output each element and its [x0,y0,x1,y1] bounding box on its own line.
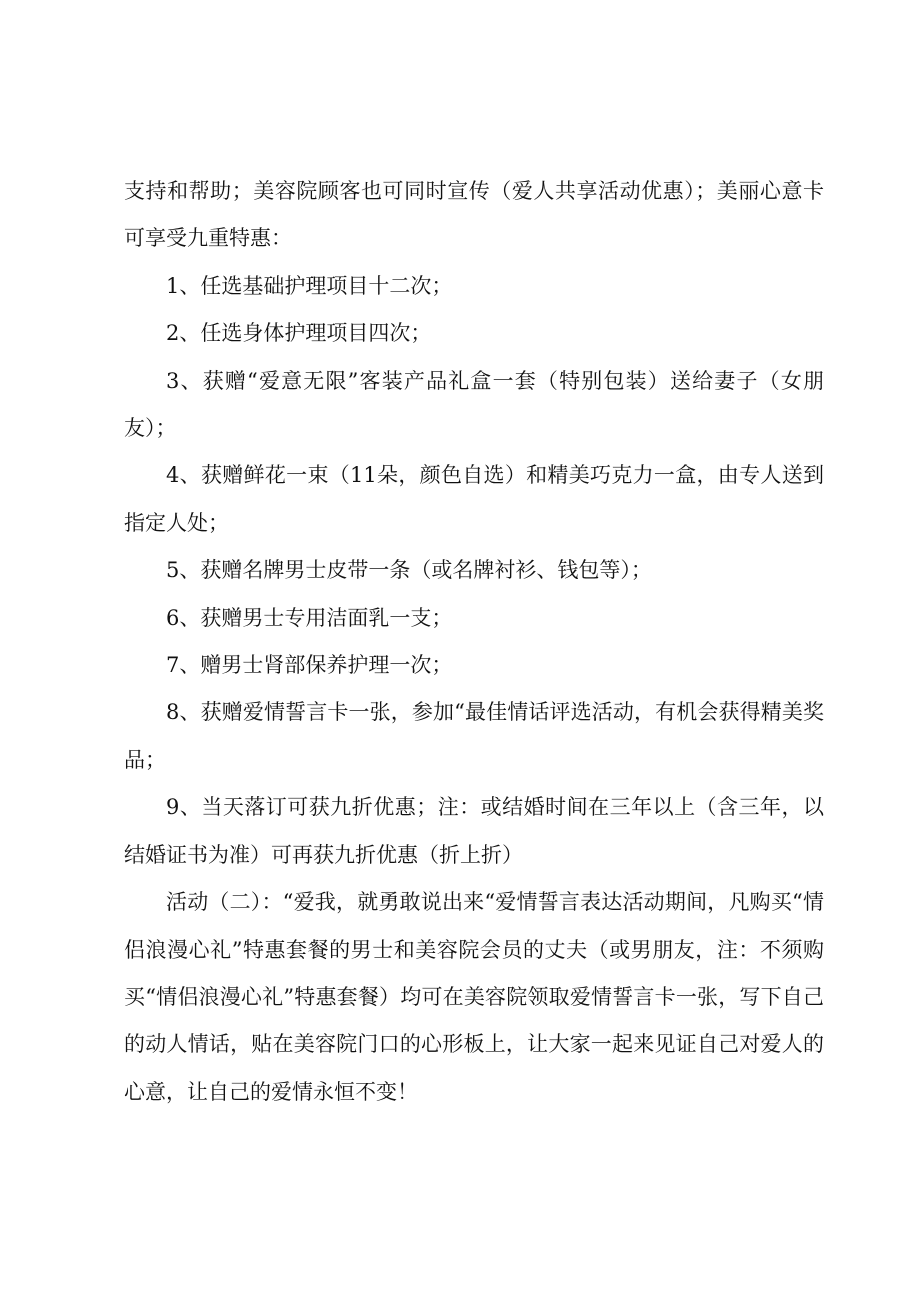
list-item-1: 1、任选基础护理项目十二次； [166,273,453,298]
list-item-4: 4、获赠鲜花一束（11朵，颜色自选）和精美巧克力一盒，由专人送到指定人处； [124,463,824,535]
list-item-6: 6、获赠男士专用洁面乳一支； [166,605,453,630]
document-body [124,168,824,1116]
list-item-7: 7、赠男士肾部保养护理一次； [166,653,453,678]
list-item-9: 9、当天落订可获九折优惠；注：或结婚时间在三年以上（含三年，以结婚证书为准）可再获九折优惠（折上折） [124,795,824,867]
list-item-2: 2、任选身体护理项目四次； [166,321,432,346]
list-item-3: 3、获赠“爱意无限”客装产品礼盒一套（特别包装）送给妻子（女朋友）； [124,368,824,441]
paragraph-activity-two: 活动（二）：“爱我，就勇敢说出来“爱情誓言表达活动期间，凡购买“情侣浪漫心礼”特惠套餐的男士和美容院会员的丈夫（或男朋友，注：不须购买“情侣浪漫心礼”特惠套餐）均可在美容院领取爱情誓言卡一张，写下自己的动人情话，贴在美容院门口的心形板上，让大家一起来见证自己对爱人的心意，让自己的爱情永恒不变！ [124,890,824,1104]
paragraph-intro-continuation: 支持和帮助；美容院顾客也可同时宣传（爱人共享活动优惠）；美丽心意卡可享受九重特惠： [124,179,824,251]
list-item-8: 8、获赠爱情誓言卡一张，参加“最佳情话评选活动，有机会获得精美奖品； [124,700,824,772]
list-item-5: 5、获赠名牌男士皮带一条（或名牌衬衫、钱包等）； [166,558,652,583]
